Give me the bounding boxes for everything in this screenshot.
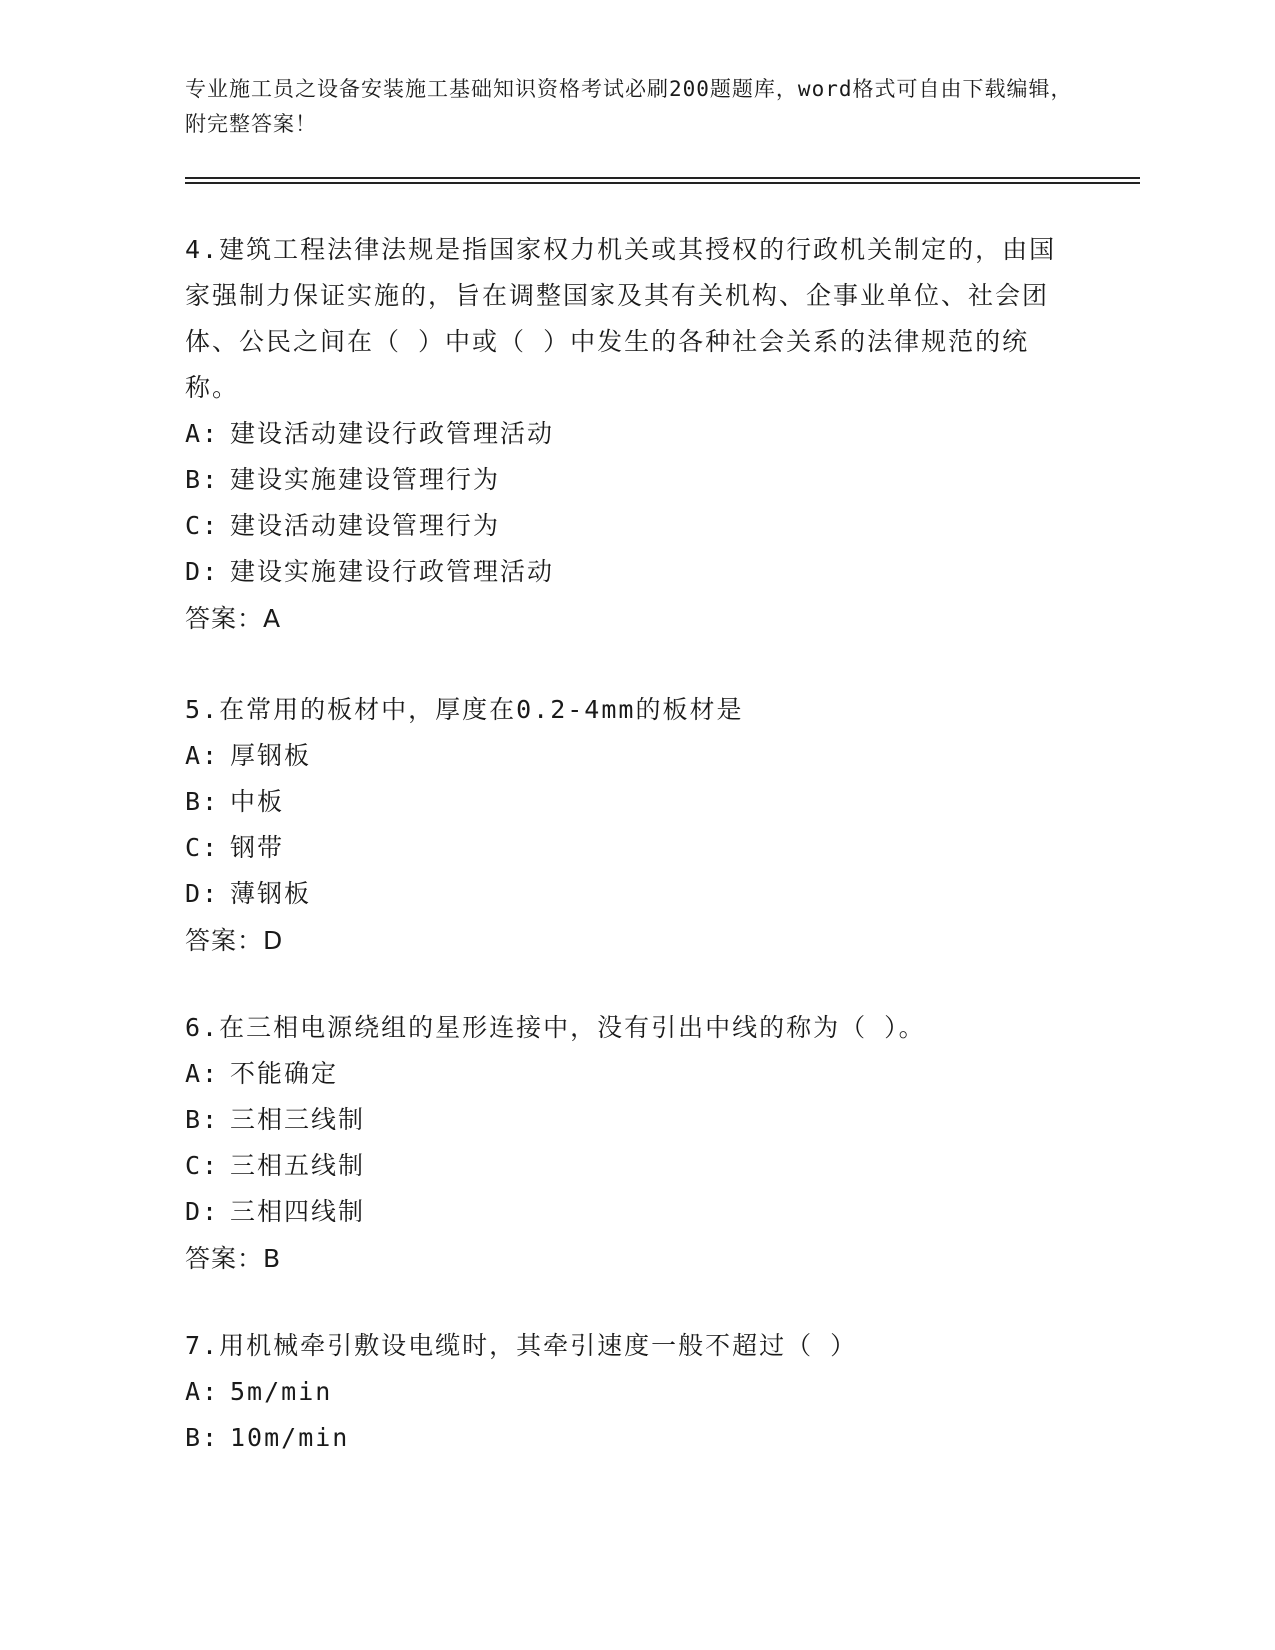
option-letter: A: — [185, 419, 220, 448]
header-divider-top — [185, 177, 1140, 179]
option-b — [185, 1415, 1065, 1461]
option-text: 建设实施建设管理行为 — [230, 465, 501, 494]
option-b — [185, 1097, 1065, 1143]
answer-label: 答案：D — [185, 926, 284, 955]
option-c — [185, 825, 1065, 871]
option-letter: A: — [185, 1377, 220, 1406]
option-c — [185, 1143, 1065, 1189]
document-header: 专业施工员之设备安装施工基础知识资格考试必刷200题题库，word格式可自由下载编辑，附完整答案！ — [185, 77, 1073, 136]
option-b — [185, 779, 1065, 825]
option-text: 三相五线制 — [230, 1151, 366, 1180]
option-letter: D: — [185, 557, 220, 586]
option-text: 中板 — [230, 787, 285, 816]
option-text: 厚钢板 — [230, 741, 312, 770]
question-text: 7.用机械牵引敷设电缆时，其牵引速度一般不超过（ ） — [185, 1331, 858, 1360]
option-text: 三相三线制 — [230, 1105, 366, 1134]
option-text: 三相四线制 — [230, 1197, 366, 1226]
option-d — [185, 1189, 1065, 1235]
question-7 — [185, 1323, 1065, 1461]
question-6 — [185, 1005, 1065, 1283]
option-letter: C: — [185, 833, 220, 862]
option-c — [185, 503, 1065, 549]
option-letter: A: — [185, 1059, 220, 1088]
header-divider-bottom — [185, 182, 1140, 184]
option-a — [185, 411, 1065, 457]
option-letter: B: — [185, 1423, 220, 1452]
answer-label: 答案：A — [185, 604, 282, 633]
option-text: 10m/min — [230, 1423, 350, 1452]
option-text: 薄钢板 — [230, 879, 312, 908]
option-letter: A: — [185, 741, 220, 770]
option-letter: C: — [185, 511, 220, 540]
question-5 — [185, 687, 1065, 965]
option-letter: D: — [185, 879, 220, 908]
option-letter: D: — [185, 1197, 220, 1226]
option-d — [185, 549, 1065, 595]
option-b — [185, 457, 1065, 503]
question-4 — [185, 227, 1065, 643]
option-letter: B: — [185, 787, 220, 816]
option-letter: B: — [185, 1105, 220, 1134]
question-text: 4.建筑工程法律法规是指国家权力机关或其授权的行政机关制定的，由国家强制力保证实施的，旨在调整国家及其有关机构、企事业单位、社会团体、公民之间在（ ）中或（ ）中发生的各种社会关系的法律规范的统称。 — [185, 235, 1057, 402]
option-a — [185, 1051, 1065, 1097]
option-text: 建设活动建设管理行为 — [230, 511, 501, 540]
option-text: 5m/min — [230, 1377, 333, 1406]
answer-label: 答案：B — [185, 1244, 282, 1273]
option-a — [185, 733, 1065, 779]
option-a — [185, 1369, 1065, 1415]
option-letter: B: — [185, 465, 220, 494]
option-letter: C: — [185, 1151, 220, 1180]
option-text: 建设活动建设行政管理活动 — [230, 419, 555, 448]
option-text: 建设实施建设行政管理活动 — [230, 557, 555, 586]
option-d — [185, 871, 1065, 917]
option-text: 钢带 — [230, 833, 285, 862]
question-text: 5.在常用的板材中，厚度在0.2-4mm的板材是 — [185, 695, 744, 724]
option-text: 不能确定 — [230, 1059, 339, 1088]
question-text: 6.在三相电源绕组的星形连接中，没有引出中线的称为（ ）。 — [185, 1013, 926, 1042]
